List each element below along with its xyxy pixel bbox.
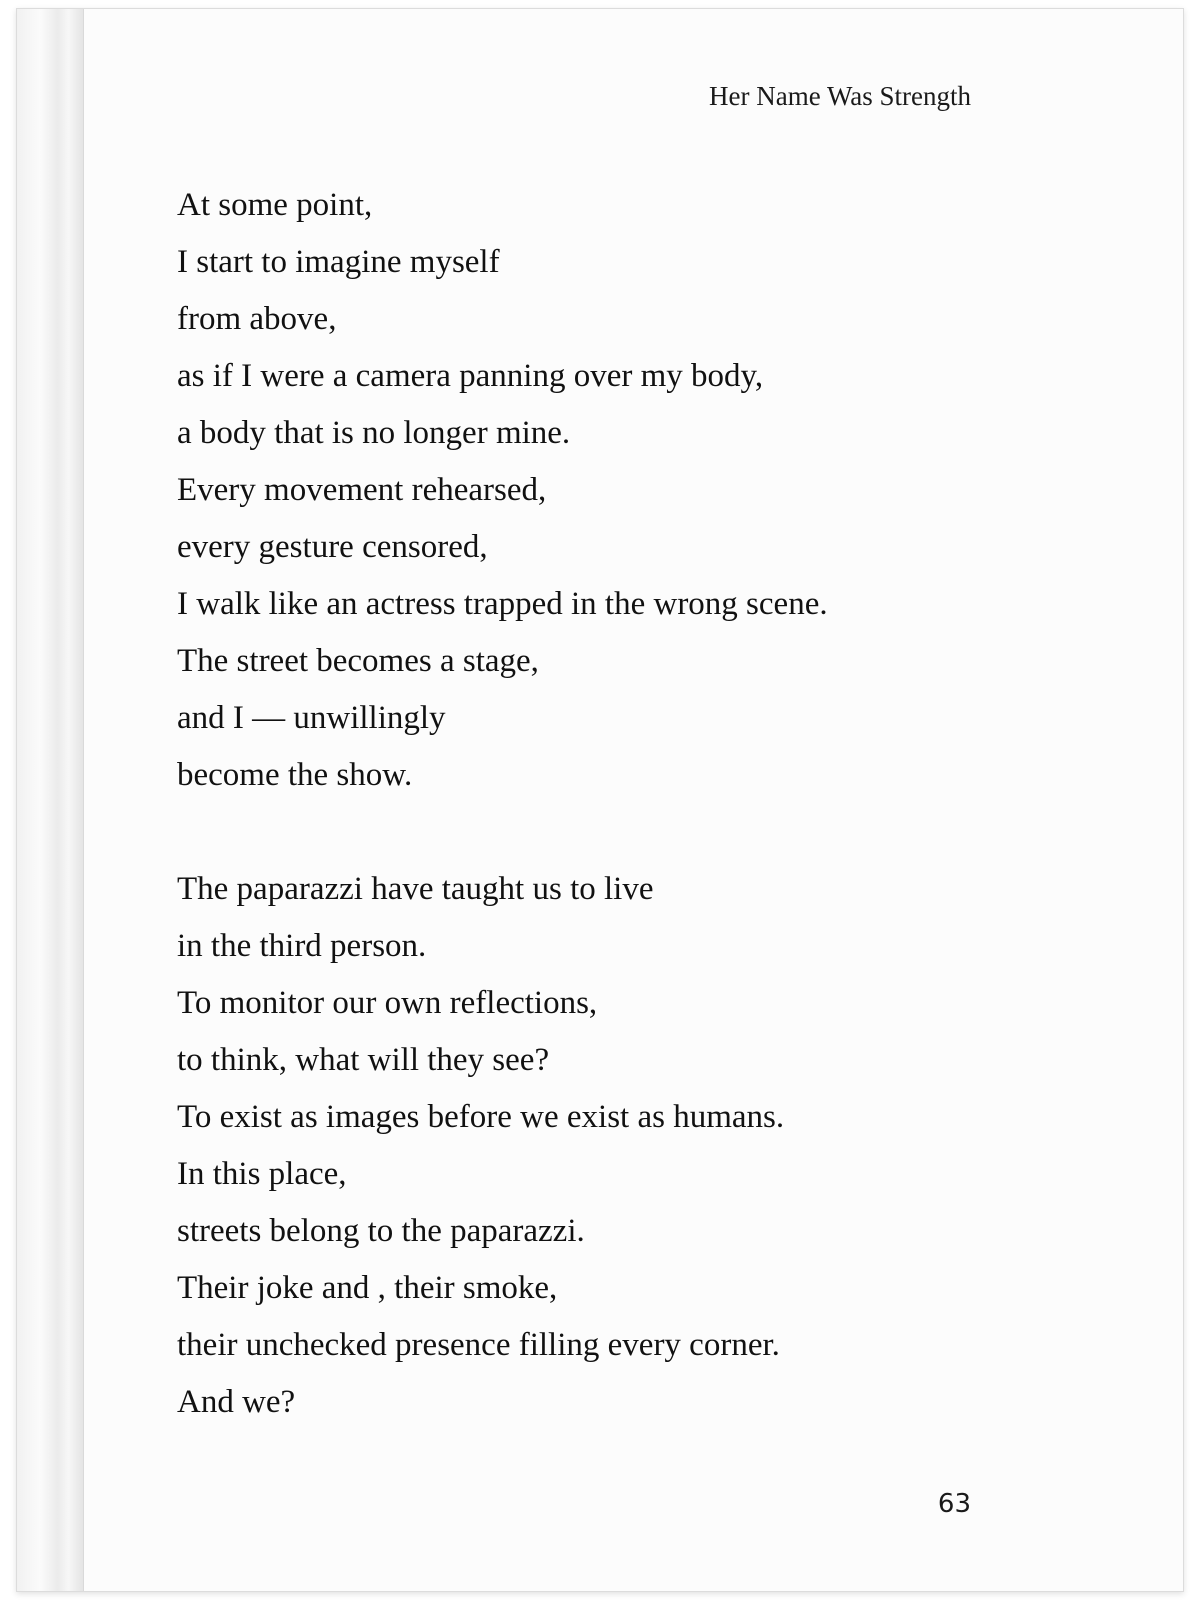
page-number: 63	[937, 1489, 971, 1519]
poem-line: and I — unwillingly	[177, 700, 446, 736]
poem-line: And we?	[177, 1384, 296, 1420]
poem-line: At some point,	[177, 187, 373, 223]
stanza-2	[177, 861, 1077, 1431]
stanza-1	[177, 177, 1077, 804]
stanza-break	[177, 804, 1077, 861]
running-header: Her Name Was Strength	[708, 81, 971, 111]
poem-line: become the show.	[177, 757, 413, 793]
poem-line: from above,	[177, 301, 337, 337]
poem-line: Their joke and , their smoke,	[177, 1270, 558, 1306]
poem-line: In this place,	[177, 1156, 347, 1192]
poem-line: The paparazzi have taught us to live	[177, 871, 654, 907]
poem-line: streets belong to the paparazzi.	[177, 1213, 585, 1249]
poem-line: I walk like an actress trapped in the wrong scene.	[177, 586, 828, 622]
poem-line: as if I were a camera panning over my body,	[177, 358, 764, 394]
poem-line: to think, what will they see?	[177, 1042, 550, 1078]
book-page	[16, 8, 1184, 1592]
poem-body	[177, 177, 1077, 1431]
poem-line: Every movement rehearsed,	[177, 472, 547, 508]
poem-line: To exist as images before we exist as humans.	[177, 1099, 785, 1135]
poem-line: The street becomes a stage,	[177, 643, 539, 679]
poem-line: a body that is no longer mine.	[177, 415, 571, 451]
book-spine	[17, 9, 84, 1591]
poem-line: in the third person.	[177, 928, 427, 964]
poem-line: their unchecked presence filling every corner.	[177, 1327, 780, 1363]
poem-line: To monitor our own reflections,	[177, 985, 598, 1021]
poem-line: I start to imagine myself	[177, 244, 500, 280]
poem-line: every gesture censored,	[177, 529, 488, 565]
